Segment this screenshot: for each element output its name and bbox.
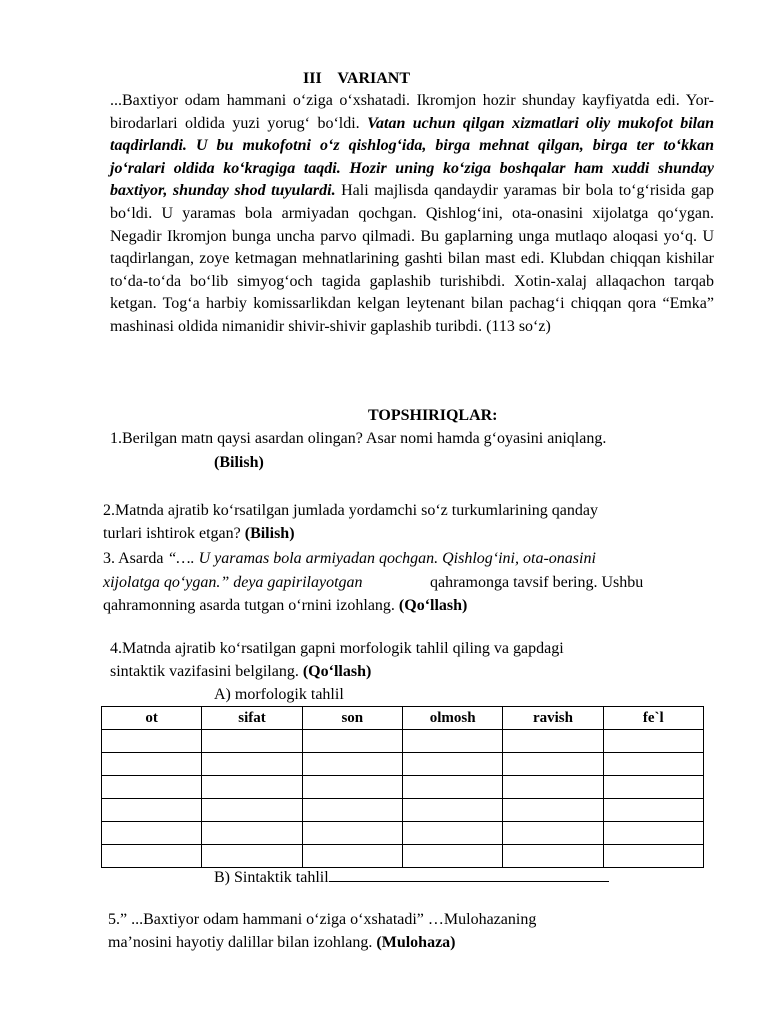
table-cell[interactable] <box>603 730 703 753</box>
answer-blank-line[interactable] <box>329 867 609 882</box>
table-row <box>102 776 704 799</box>
task-3-line3 <box>103 595 467 617</box>
task-4-line1: 4.Matnda ajratib ko‘rsatilgan gapni morfologik tahlil qiling va gapdagi <box>110 640 564 657</box>
task-3-line1 <box>103 548 596 570</box>
table-cell[interactable] <box>503 799 603 822</box>
table-row <box>102 753 704 776</box>
task-3-quote1: “…. U yaramas bola armiyadan qochgan. Qishlog‘ini, ota-onasini <box>167 550 596 567</box>
task-2-line1: 2.Matnda ajratib ko‘rsatilgan jumlada yordamchi so‘z turkumlarining qanday <box>103 502 598 519</box>
table-cell[interactable] <box>302 822 402 845</box>
task-1-level: (Bilish) <box>214 454 264 471</box>
task-5-line2 <box>108 932 456 954</box>
table-cell[interactable] <box>402 845 502 868</box>
table-cell[interactable] <box>202 845 302 868</box>
table-row <box>102 730 704 753</box>
task-5-text: ma’nosini hayotiy dalillar bilan izohlang. <box>108 934 377 951</box>
table-cell[interactable] <box>202 776 302 799</box>
table-row <box>102 799 704 822</box>
table-cell[interactable] <box>603 753 703 776</box>
task-2-line2 <box>103 523 295 545</box>
table-cell[interactable] <box>603 822 703 845</box>
table-header-row <box>102 707 704 730</box>
task-3-rest1: qahramonga tavsif bering. Ushbu <box>430 574 644 591</box>
table-cell[interactable] <box>102 822 202 845</box>
task-1-text: 1.Berilgan matn qaysi asardan olingan? Asar nomi hamda g‘oyasini aniqlang. <box>110 430 607 447</box>
task-3-text: qahramonning asarda tutgan o‘rnini izohlang. <box>103 597 399 614</box>
table-row <box>102 845 704 868</box>
table-cell[interactable] <box>102 845 202 868</box>
section-title: TOPSHIRIQLAR: <box>368 407 498 424</box>
passage-part2: Hali majlisda qandaydir yaramas bir bola to‘g‘risida gap bo‘ldi. U yaramas bola armiyadan qochgan. Qishlog‘ini, ota-onasini xijolatga qo‘ygan. Negadir Ikromjon bunga uncha parvo qilmadi. Bu gaplarning unga mutlaqo aloqasi yo‘q. U taqdirlangan, zoye ketmagan mehnatlarining gashti bilan mast edi. Klubdan chiqqan kishilar to‘da-to‘da bo‘lib simyog‘och tagida gaplashib turishibdi. Xotin-xalaj allaqachon tarqab ketgan. Tog‘a harbiy komissarlikdan kelgan leytenant bilan pachag‘i chiqqan qora “Emka” mashinasi oldida nimanidir shivir-shivir gaplashib turibdi. (113 so‘z) <box>110 182 715 335</box>
table-header-ravish: ravish <box>503 707 603 730</box>
table-cell[interactable] <box>402 730 502 753</box>
table-cell[interactable] <box>202 753 302 776</box>
table-cell[interactable] <box>503 822 603 845</box>
table-cell[interactable] <box>603 776 703 799</box>
task-4-text: sintaktik vazifasini belgilang. <box>110 663 303 680</box>
table-cell[interactable] <box>402 776 502 799</box>
table-cell[interactable] <box>503 845 603 868</box>
passage-part1: ...Baxtiyor odam hammani o‘ziga o‘xshatadi. Ikromjon hozir shunday kayfiyatda edi. Yor-birodarlari oldida yuzi yorug‘ bo‘ldi. <box>110 92 714 132</box>
task-4-sub-a: A) morfologik tahlil <box>214 686 344 703</box>
task-3-prefix: 3. Asarda <box>103 550 168 567</box>
table-cell[interactable] <box>503 753 603 776</box>
table-header-sifat: sifat <box>202 707 302 730</box>
table-cell[interactable] <box>202 822 302 845</box>
task-5-level: (Mulohaza) <box>376 934 456 951</box>
table-cell[interactable] <box>302 845 402 868</box>
task-3-quote2: xijolatga qo‘ygan.” deya gapirilayotgan <box>103 574 363 591</box>
table-cell[interactable] <box>302 776 402 799</box>
table-header-fel: fe`l <box>603 707 703 730</box>
morphology-table <box>101 706 704 868</box>
task-4-sub-b-label: B) Sintaktik tahlil <box>214 869 329 886</box>
table-cell[interactable] <box>603 845 703 868</box>
table-cell[interactable] <box>102 799 202 822</box>
task-4-line2 <box>110 661 371 683</box>
table-cell[interactable] <box>302 730 402 753</box>
table-cell[interactable] <box>402 799 502 822</box>
task-3-level: (Qo‘llash) <box>398 597 468 614</box>
table-row <box>102 822 704 845</box>
task-5-line1: 5.” ...Baxtiyor odam hammani o‘ziga o‘xshatadi” …Mulohazaning <box>108 911 537 928</box>
task-4-sub-b <box>214 867 609 889</box>
task-2-text: turlari ishtirok etgan? <box>103 525 245 542</box>
task-2-level: (Bilish) <box>244 525 295 542</box>
table-cell[interactable] <box>202 730 302 753</box>
table-cell[interactable] <box>102 730 202 753</box>
table-cell[interactable] <box>102 776 202 799</box>
table-cell[interactable] <box>503 776 603 799</box>
table-header-son: son <box>302 707 402 730</box>
table-cell[interactable] <box>503 730 603 753</box>
table-cell[interactable] <box>603 799 703 822</box>
task-4-level: (Qo‘llash) <box>302 663 372 680</box>
table-header-olmosh: olmosh <box>402 707 502 730</box>
table-cell[interactable] <box>402 822 502 845</box>
table-header-ot: ot <box>102 707 202 730</box>
table-cell[interactable] <box>302 799 402 822</box>
table-cell[interactable] <box>202 799 302 822</box>
variant-title: III VARIANT <box>303 70 410 87</box>
table-cell[interactable] <box>102 753 202 776</box>
table-cell[interactable] <box>302 753 402 776</box>
passage-text <box>110 90 714 339</box>
table-cell[interactable] <box>402 753 502 776</box>
passage-highlight: Vatan uchun qilgan xizmatlari oliy mukofot bilan taqdirlandi. U bu mukofotni o‘z qishlog‘ida, birga mehnat qilgan, birga ter to‘kkan jo‘ralari oldida ko‘kragiga taqdi. Hozir uning ko‘ziga boshqalar ham xuddi shunday baxtiyor, shunday shod tuyulardi. <box>110 114 715 200</box>
